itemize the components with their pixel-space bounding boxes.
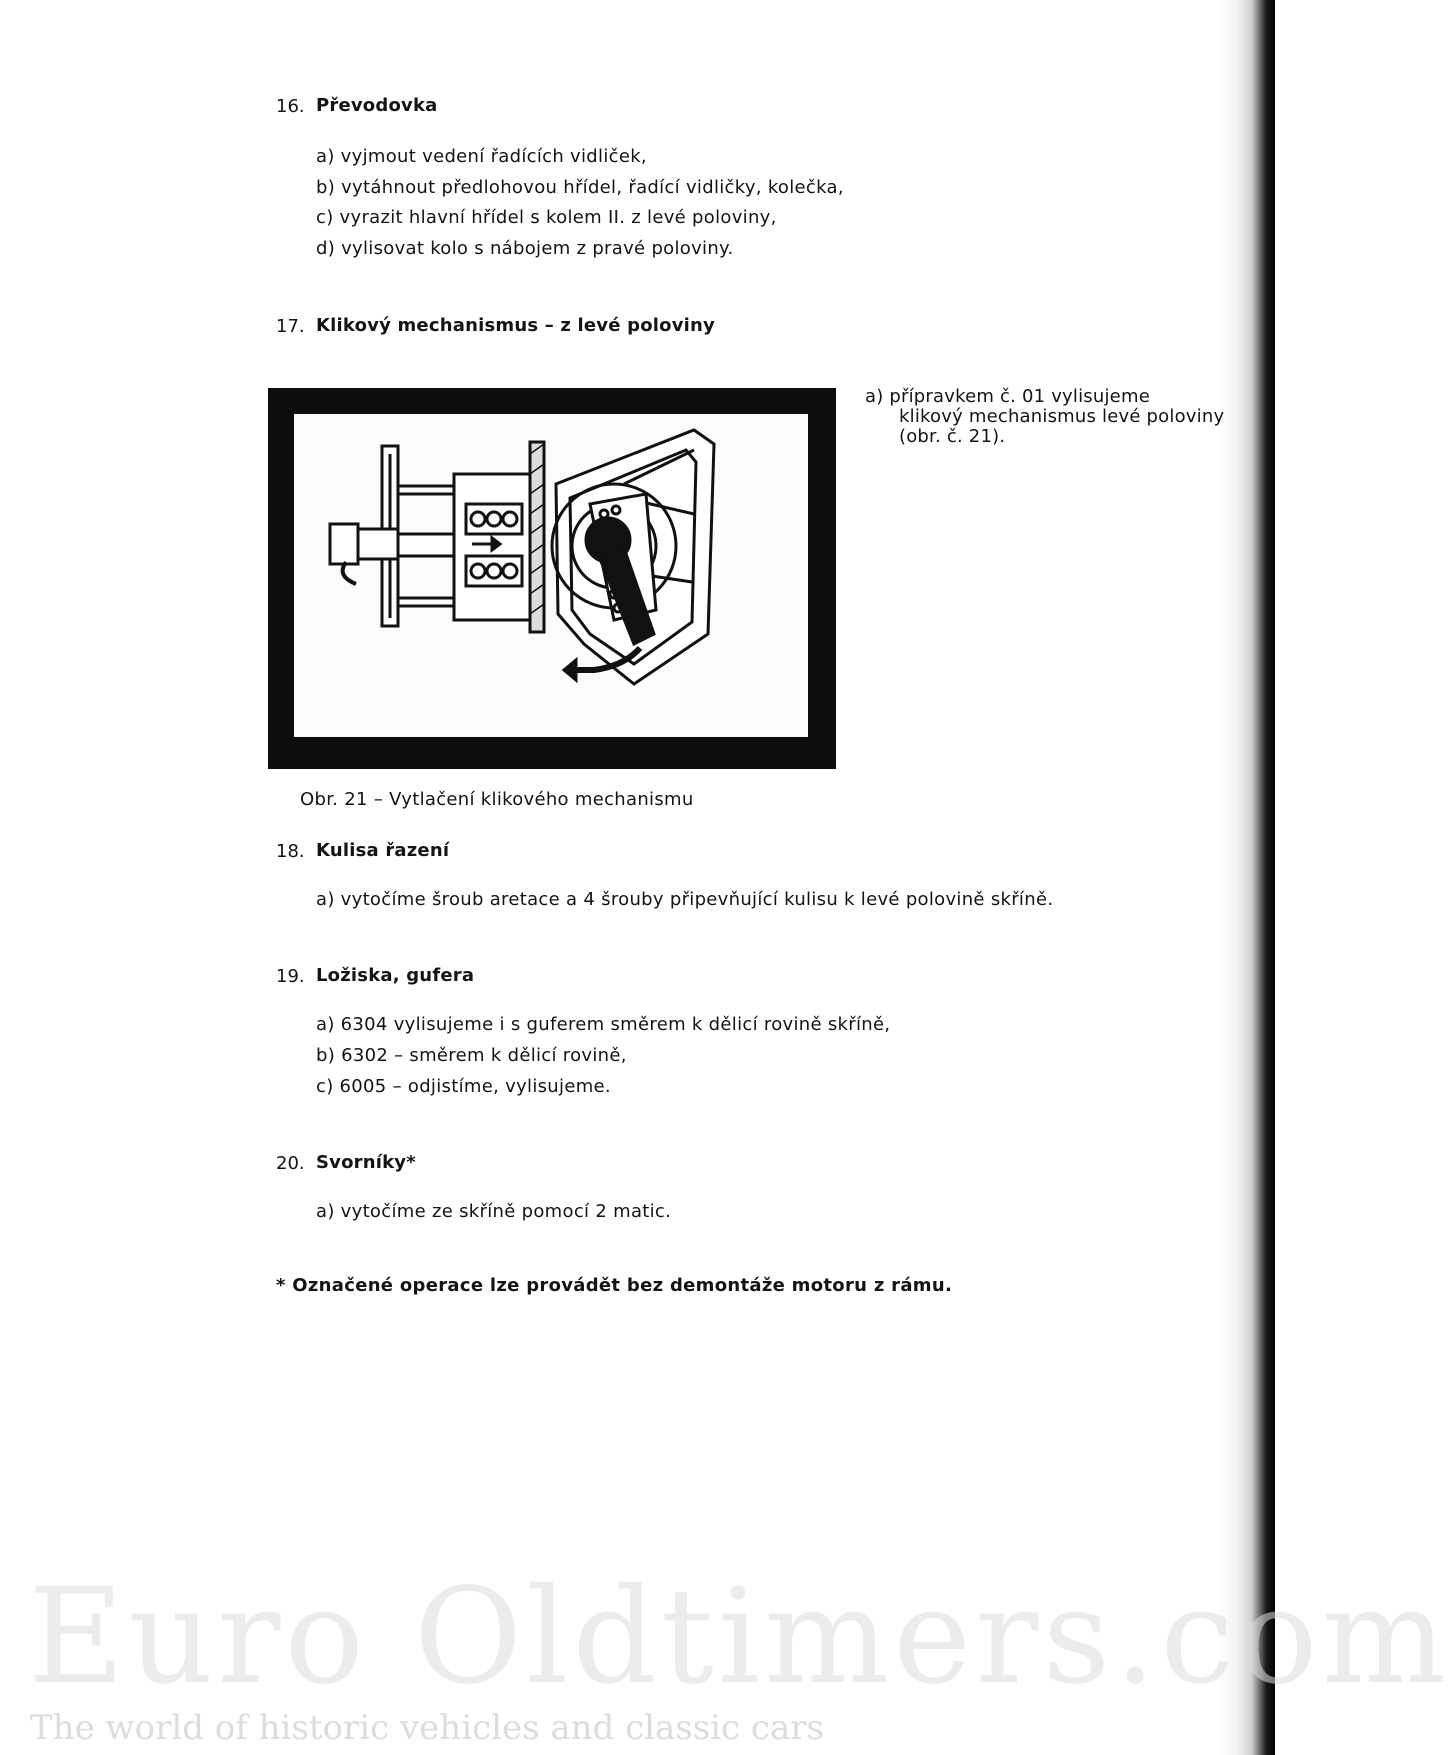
section-20-number: 20. (276, 1153, 305, 1174)
figure-21-frame (268, 388, 836, 769)
section-16-item-d: d) vylisovat kolo s nábojem z pravé poloviny. (316, 238, 734, 259)
section-17-title: Klikový mechanismus – z levé poloviny (316, 315, 715, 336)
section-20-item-a: a) vytočíme ze skříně pomocí 2 matic. (316, 1201, 672, 1222)
watermark-logo: Euro Oldtimers.com (28, 1560, 1451, 1714)
scan-edge-shadow (1217, 0, 1275, 1755)
section-18-title: Kulisa řazení (316, 840, 450, 861)
section-20-title: Svorníky* (316, 1152, 416, 1173)
section-19-item-a: a) 6304 vylisujeme i s guferem směrem k dělicí rovině skříně, (316, 1014, 891, 1035)
section-16-item-c: c) vyrazit hlavní hřídel s kolem II. z levé poloviny, (316, 207, 777, 228)
section-19-number: 19. (276, 966, 305, 987)
section-19-item-c: c) 6005 – odjistíme, vylisujeme. (316, 1076, 611, 1097)
section-17-number: 17. (276, 316, 305, 337)
watermark-tagline: The world of historic vehicles and classic cars (30, 1708, 824, 1748)
section-16-title: Převodovka (316, 95, 438, 116)
section-16-number: 16. (276, 96, 305, 117)
note-line-3: (obr. č. 21). (899, 426, 1006, 447)
note-line-1: a) přípravkem č. 01 vylisujeme (865, 386, 1150, 407)
figure-21-note (865, 387, 1224, 447)
section-16-item-a: a) vyjmout vedení řadících vidliček, (316, 146, 647, 167)
section-19-item-b: b) 6302 – směrem k dělicí rovině, (316, 1045, 627, 1066)
note-line-2: klikový mechanismus levé poloviny (899, 406, 1225, 427)
footnote: * Označené operace lze provádět bez demontáže motoru z rámu. (276, 1275, 953, 1296)
crankshaft-press-drawing (294, 414, 808, 737)
section-18-number: 18. (276, 841, 305, 862)
section-19-title: Ložiska, gufera (316, 965, 475, 986)
section-18-item-a: a) vytočíme šroub aretace a 4 šrouby připevňující kulisu k levé polovině skříně. (316, 889, 1054, 910)
figure-21-caption: Obr. 21 – Vytlačení klikového mechanismu (300, 789, 694, 810)
section-16-item-b: b) vytáhnout předlohovou hřídel, řadící vidličky, kolečka, (316, 177, 844, 198)
figure-21-illustration (294, 414, 808, 737)
